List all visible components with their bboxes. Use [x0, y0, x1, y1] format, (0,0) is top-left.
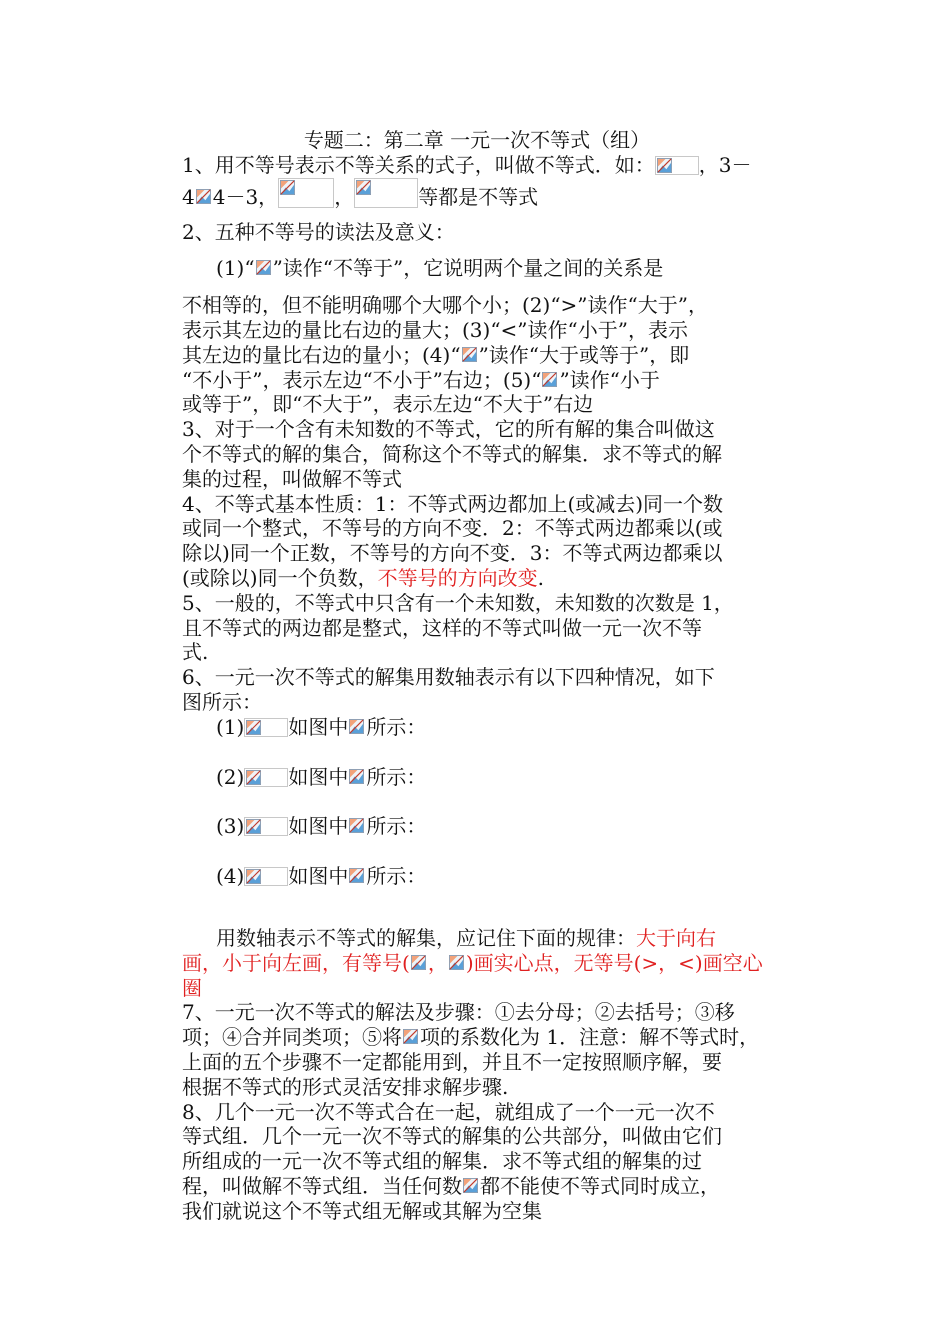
- page-title: 专题二：第二章 一元一次不等式（组）: [303, 128, 651, 152]
- case-2: (2) 如图中 所示：: [216, 764, 427, 789]
- broken-image-icon: [255, 259, 273, 278]
- paragraph-3: 3、对于一个含有未知数的不等式，它的所有解的集合叫做这: [182, 417, 715, 442]
- broken-image-icon: [462, 1177, 480, 1196]
- broken-image-icon: [195, 188, 213, 207]
- broken-image-icon: [541, 371, 559, 390]
- broken-image-icon: [348, 768, 366, 787]
- highlight-text: 不等号的方向改变: [377, 565, 538, 590]
- text-line: 上面的五个步骤不一定都能用到，并且不一定按照顺序解，要: [182, 1049, 722, 1074]
- text-line: 或同一个整式，不等号的方向不变．2：不等式两边都乘以(或: [182, 516, 723, 541]
- broken-image-icon: [244, 768, 288, 787]
- broken-image-icon: [402, 1028, 420, 1047]
- broken-image-icon: [348, 817, 366, 836]
- broken-image-icon: [348, 718, 366, 737]
- text-line: 根据不等式的形式灵活安排求解步骤.: [182, 1074, 509, 1099]
- case-1: (1) 如图中 所示：: [216, 714, 427, 739]
- broken-image-icon: [410, 954, 428, 973]
- text-line: 除以)同一个正数，不等号的方向不变．3：不等式两边都乘以: [182, 541, 723, 566]
- text-line: 集的过程，叫做解不等式: [182, 466, 402, 491]
- highlight-text: 画，小于向左画，有等号( ， )画实心点，无等号(>，<)画空心: [182, 950, 763, 975]
- broken-image-icon: [655, 156, 699, 175]
- text-line: 式.: [182, 640, 209, 665]
- rule-paragraph: 用数轴表示不等式的解集，应记住下面的规律：大于向右: [216, 925, 716, 950]
- text-line: 程，叫做解不等式组．当任何数 都不能使不等式同时成立，: [182, 1173, 720, 1198]
- text-line: 个不等式的解的集合，简称这个不等式的解集．求不等式的解: [182, 441, 722, 466]
- highlight-text: 大于向右: [636, 925, 716, 950]
- paragraph-5: 5、一般的，不等式中只含有一个未知数，未知数的次数是 1，: [182, 590, 734, 615]
- paragraph-6: 6、一元一次不等式的解集用数轴表示有以下四种情况，如下: [182, 665, 715, 690]
- text-line: 项；④合并同类项；⑤将 项的系数化为 1．注意：解不等式时，: [182, 1025, 760, 1050]
- broken-image-icon: [278, 178, 334, 208]
- text-line: (或除以)同一个负数，不等号的方向改变.: [182, 565, 544, 590]
- broken-image-icon: [348, 867, 366, 886]
- paragraph-1-cont: 4 4－3， ， 等都是不等式: [182, 178, 772, 208]
- paragraph-4: 4、不等式基本性质：1：不等式两边都加上(或减去)同一个数: [182, 491, 724, 516]
- paragraph-2: (1)“ ”读作“不等于”，它说明两个量之间的关系是: [216, 256, 664, 281]
- text-line: 表示其左边的量比右边的量大；(3)“<”读作“小于”，表示: [182, 317, 688, 342]
- text-line: 且不等式的两边都是整式，这样的不等式叫做一元一次不等: [182, 615, 702, 640]
- text-line: 其左边的量比右边的量小；(4)“ ”读作“大于或等于”，即: [182, 342, 690, 367]
- text-line: 或等于”，即“不大于”，表示左边“不大于”右边: [182, 392, 594, 417]
- broken-image-icon: [244, 817, 288, 836]
- broken-image-icon: [354, 178, 418, 208]
- text-line: 图所示：: [182, 689, 262, 714]
- paragraph-2-heading: 2、五种不等号的读法及意义：: [182, 219, 455, 244]
- case-4: (4) 如图中 所示：: [216, 864, 427, 889]
- text-line: 我们就说这个不等式组无解或其解为空集: [182, 1198, 542, 1223]
- paragraph-1: 1、用不等号表示不等关系的式子，叫做不等式．如： ，3－: [182, 152, 752, 177]
- broken-image-icon: [244, 718, 288, 737]
- document-body: [182, 128, 772, 1223]
- broken-image-icon: [448, 954, 466, 973]
- text-line: 所组成的一元一次不等式组的解集．求不等式组的解集的过: [182, 1149, 702, 1174]
- text-line: “不小于”，表示左边“不小于”右边；(5)“ ”读作“小于: [182, 367, 660, 392]
- paragraph-7: 7、一元一次不等式的解法及步骤：①去分母；②去括号；③移: [182, 1000, 735, 1025]
- broken-image-icon: [461, 346, 479, 365]
- text-line: 等式组．几个一元一次不等式的解集的公共部分，叫做由它们: [182, 1124, 722, 1149]
- broken-image-icon: [244, 867, 288, 886]
- text-line: 不相等的，但不能明确哪个大哪个小；(2)“>”读作“大于”，: [182, 293, 708, 318]
- paragraph-8: 8、几个一元一次不等式合在一起，就组成了一个一元一次不: [182, 1099, 715, 1124]
- case-3: (3) 如图中 所示：: [216, 814, 427, 839]
- highlight-text: 圈: [182, 975, 202, 1000]
